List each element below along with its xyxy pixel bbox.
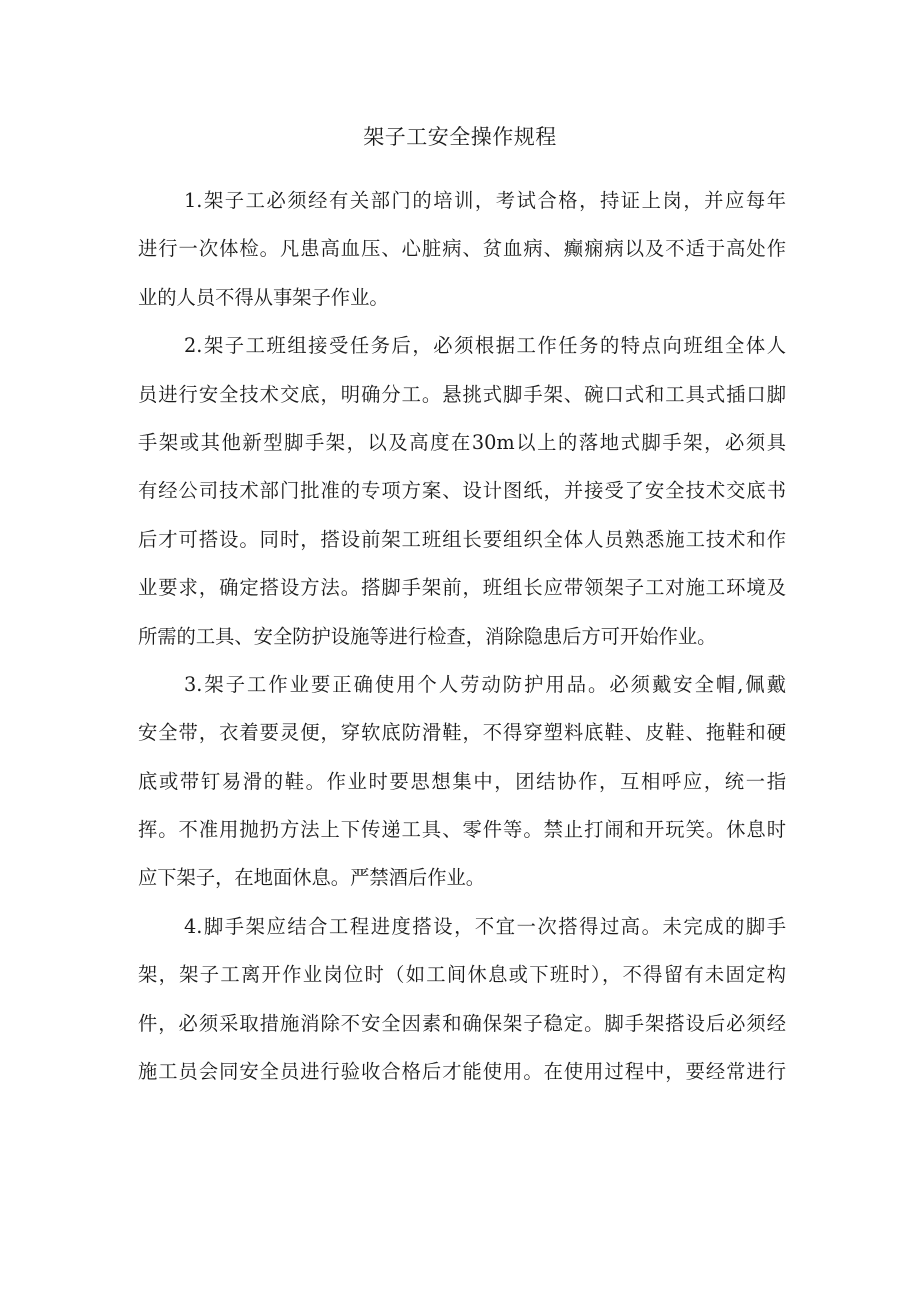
paragraph-3-line-1: 3.架子工作业要正确使用个人劳动防护用品。必须戴安全帽,佩戴 xyxy=(184,672,786,696)
document-title: 架子工安全操作规程 xyxy=(363,125,557,149)
document-body xyxy=(138,183,786,1102)
paragraph-4-line-4: 施工员会同安全员进行验收合格后才能使用。在使用过程中，要经常进行 xyxy=(138,1060,786,1084)
paragraph-4-line-1: 4.脚手架应结合工程进度搭设，不宜一次搭得过高。未完成的脚手 xyxy=(184,914,786,938)
paragraph-2-line-7: 所需的工具、安全防护设施等进行检查，消除隐患后方可开始作业。 xyxy=(138,624,717,648)
paragraph-1-line-2: 进行一次体检。凡患高血压、心脏病、贫血病、癫痫病以及不适于高处作 xyxy=(138,237,786,261)
paragraph-2-line-3: 手架或其他新型脚手架，以及高度在30m以上的落地式脚手架，必须具 xyxy=(138,430,786,454)
paragraph-4-line-2: 架，架子工离开作业岗位时（如工间休息或下班时），不得留有未固定构 xyxy=(138,963,786,987)
paragraph-4-line-3: 件，必须采取措施消除不安全因素和确保架子稳定。脚手架搭设后必须经 xyxy=(138,1011,786,1035)
paragraph-1-line-1: 1.架子工必须经有关部门的培训，考试合格，持证上岗，并应每年 xyxy=(184,189,786,212)
paragraph-3-line-5: 应下架子，在地面休息。严禁酒后作业。 xyxy=(138,866,486,890)
paragraph-2-line-4: 有经公司技术部门批准的专项方案、设计图纸，并接受了安全技术交底书 xyxy=(138,479,786,503)
paragraph-3-line-3: 底或带钉易滑的鞋。作业时要思想集中，团结协作，互相呼应，统一指 xyxy=(138,769,786,793)
paragraph-3-line-4: 挥。不准用抛扔方法上下传递工具、零件等。禁止打闹和开玩笑。休息时 xyxy=(138,818,786,842)
paragraph-3-line-2: 安全带，衣着要灵便，穿软底防滑鞋，不得穿塑料底鞋、皮鞋、拖鞋和硬 xyxy=(138,721,786,745)
paragraph-2-line-5: 后才可搭设。同时，搭设前架工班组长要组织全体人员熟悉施工技术和作 xyxy=(138,527,786,551)
paragraph-2-line-2: 员进行安全技术交底，明确分工。悬挑式脚手架、碗口式和工具式插口脚 xyxy=(138,382,786,406)
paragraph-1-line-3: 业的人员不得从事架子作业。 xyxy=(138,285,389,309)
paragraph-2-line-1: 2.架子工班组接受任务后，必须根据工作任务的特点向班组全体人 xyxy=(184,334,786,358)
paragraph-2-line-6: 业要求，确定搭设方法。搭脚手架前，班组长应带领架子工对施工环境及 xyxy=(138,576,786,600)
